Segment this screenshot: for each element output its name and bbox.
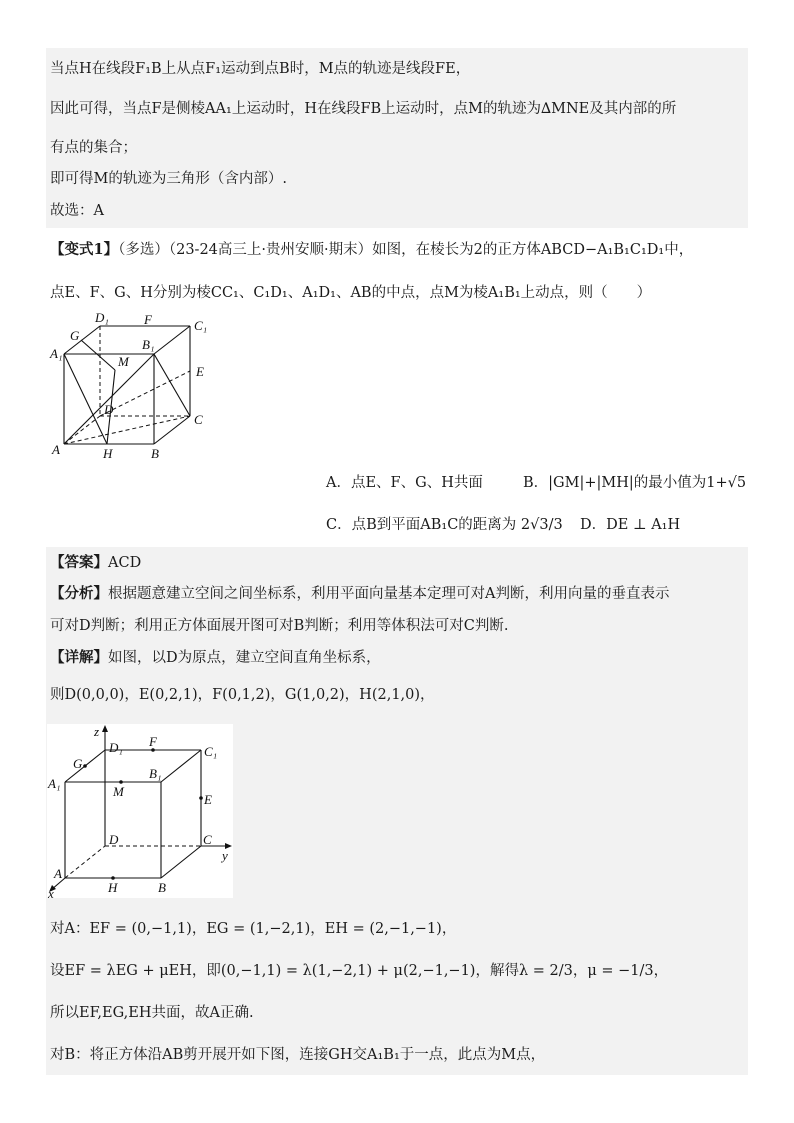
label-a1: A₁ [48, 776, 61, 791]
label-d: D [109, 832, 119, 847]
label-c1: C₁ [204, 744, 218, 759]
text-line-3: 有点的集合； [50, 140, 137, 156]
option-b: B．|GM|+|MH|的最小值为1+√5 [523, 475, 747, 491]
segment-gm [81, 340, 115, 370]
label-d1: D₁ [95, 310, 109, 325]
analysis-line [50, 583, 669, 605]
edge-ad-hidden [64, 416, 100, 444]
label-e: E [204, 792, 212, 807]
detail-text: 如图，以D为原点，建立空间直角坐标系， [108, 650, 381, 666]
choice-line: 故选：A [50, 203, 104, 219]
label-a: A [54, 866, 62, 881]
edge-bc [154, 416, 190, 444]
label-a: A [52, 442, 60, 457]
label-g: G [70, 328, 80, 343]
variant-text: （多选）（23-24高三上·贵州安顺·期末）如图，在棱长为2的正方体ABCD−A₁B₁C₁D₁中， [118, 242, 694, 258]
analysis-line-2: 可对D判断；利用正方体面展开图可对B判断；利用等体积法可对C判断. [50, 618, 509, 634]
label-b1: B₁ [142, 337, 155, 352]
segment-ac-hidden [64, 416, 190, 444]
label-c: C [194, 412, 203, 427]
label-m: M [113, 784, 124, 799]
answer-text: ACD [108, 555, 142, 571]
label-m: M [118, 354, 129, 369]
label-c: C [203, 832, 212, 847]
option-b-unfold: 对B：将正方体沿AB剪开展开如下图，连接GH交A₁B₁于一点，此点为M点， [50, 1047, 546, 1063]
coords-line: 则D(0,0,0)，E(0,2,1)，F(0,1,2)，G(1,0,2)，H(2,1,0)， [50, 687, 435, 703]
coplanar-conclusion: 所以EF,EG,EH共面，故A正确. [50, 1005, 254, 1021]
label-e: E [196, 364, 204, 379]
option-c: C．点B到平面AB₁C的距离为 2√3/3 [326, 517, 563, 533]
label-axis-x: x [48, 886, 54, 898]
edge-b1c1 [154, 326, 190, 354]
option-d: D．DE ⊥ A₁H [580, 517, 681, 533]
variant-line-2: 点E、F、G、H分别为棱CC₁、C₁D₁、A₁D₁、AB的中点，点M为棱A₁B₁上动点，则（ ） [50, 285, 652, 301]
text-line-2: 因此可得，当点F是侧棱AA₁上运动时，H在线段FB上运动时，点M的轨迹为∆MNE及其内部的所 [50, 101, 677, 117]
detail-tag: 【详解】 [50, 649, 108, 666]
answer-line [50, 552, 141, 574]
label-b: B [151, 446, 159, 461]
answer-tag: 【答案】 [50, 554, 108, 571]
label-d: D [104, 402, 114, 417]
segment-b1c [154, 354, 190, 416]
label-b1: B₁ [149, 766, 162, 781]
segment-a1h [64, 354, 107, 444]
point-e [199, 796, 203, 800]
label-d1: D₁ [109, 740, 123, 755]
option-a-vectors: 对A：EF = (0,−1,1)，EG = (1,−2,1)，EH = (2,−1,−1)， [50, 921, 457, 937]
label-a1: A₁ [50, 346, 63, 361]
label-axis-y: y [222, 848, 228, 863]
analysis-text: 根据题意建立空间之间坐标系，利用平面向量基本定理可对A判断，利用向量的垂直表示 [108, 586, 670, 602]
linear-combination-line: 设EF = λEG + μEH，即(0,−1,1) = λ(1,−2,1) + μ(2,−1,−1)，解得λ = 2/3，μ = −1/3， [50, 963, 669, 979]
label-c1: C₁ [194, 318, 208, 333]
label-h: H [108, 880, 118, 895]
variant-question [50, 239, 693, 261]
label-b: B [158, 880, 166, 895]
point-g [83, 764, 87, 768]
detail-line [50, 647, 381, 669]
text-line-4: 即可得M的轨迹为三角形（含内部）. [50, 171, 287, 187]
label-h: H [103, 446, 113, 461]
cube-figure-2 [47, 724, 233, 898]
label-axis-z: z [94, 724, 100, 739]
label-f: F [149, 734, 157, 749]
option-a: A．点E、F、G、H共面 [326, 475, 483, 491]
variant-tag: 【变式1】 [50, 241, 119, 258]
label-f: F [144, 312, 152, 327]
analysis-tag: 【分析】 [50, 585, 108, 602]
text-line-1: 当点H在线段F₁B上从点F₁运动到点B时，M点的轨迹是线段FE， [50, 61, 471, 77]
label-g: G [73, 756, 83, 771]
cube-figure-1 [48, 310, 218, 470]
